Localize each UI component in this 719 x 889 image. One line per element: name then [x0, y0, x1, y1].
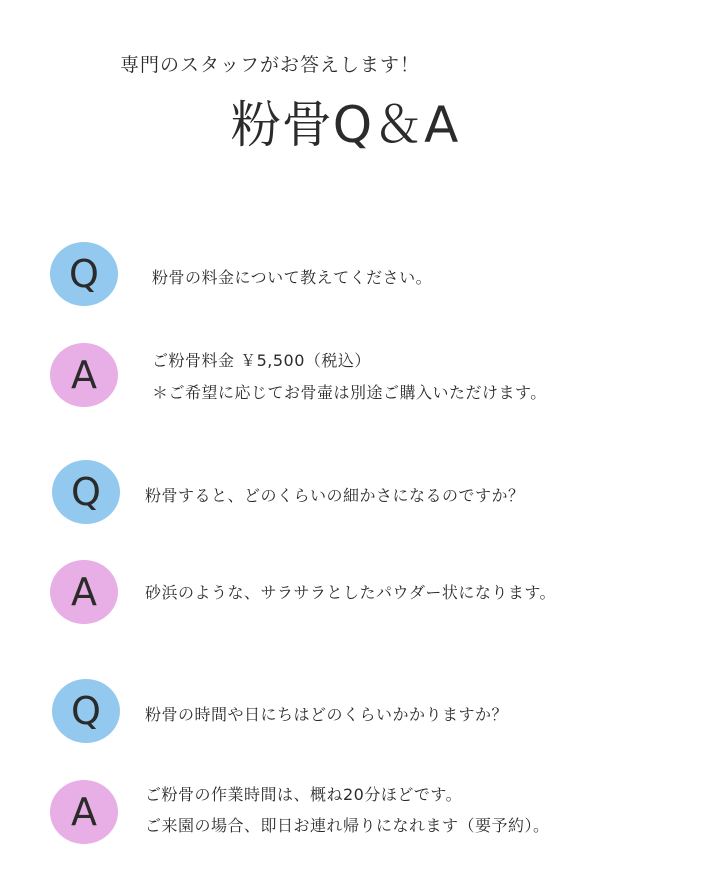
answer-badge: A [50, 560, 118, 624]
page-title: 粉骨Q＆A [230, 96, 460, 154]
page-subtitle: 専門のスタッフがお答えします！ [120, 54, 421, 76]
question-text: 粉骨の料金について教えてください。 [152, 268, 433, 287]
answer-text-line: ご来園の場合、即日お連れ帰りになれます（要予約）。 [145, 816, 550, 835]
answer-badge: A [50, 343, 118, 407]
answer-text-line: ご粉骨料金 ￥5,500（税込） [152, 351, 371, 370]
question-text: 粉骨の時間や日にちはどのくらいかかりますか？ [145, 705, 509, 724]
answer-text-line: 砂浜のような、サラサラとしたパウダー状になります。 [145, 583, 557, 602]
question-badge: Q [50, 242, 118, 306]
question-badge: Q [52, 679, 120, 743]
answer-badge: A [50, 780, 118, 844]
answer-text-line: ご粉骨の作業時間は、概ね20分ほどです。 [145, 785, 463, 804]
question-badge: Q [52, 460, 120, 524]
answer-text-line: ＊ご希望に応じてお骨壷は別途ご購入いただけます。 [152, 383, 547, 402]
question-text: 粉骨すると、どのくらいの細かさになるのですか？ [145, 486, 525, 505]
